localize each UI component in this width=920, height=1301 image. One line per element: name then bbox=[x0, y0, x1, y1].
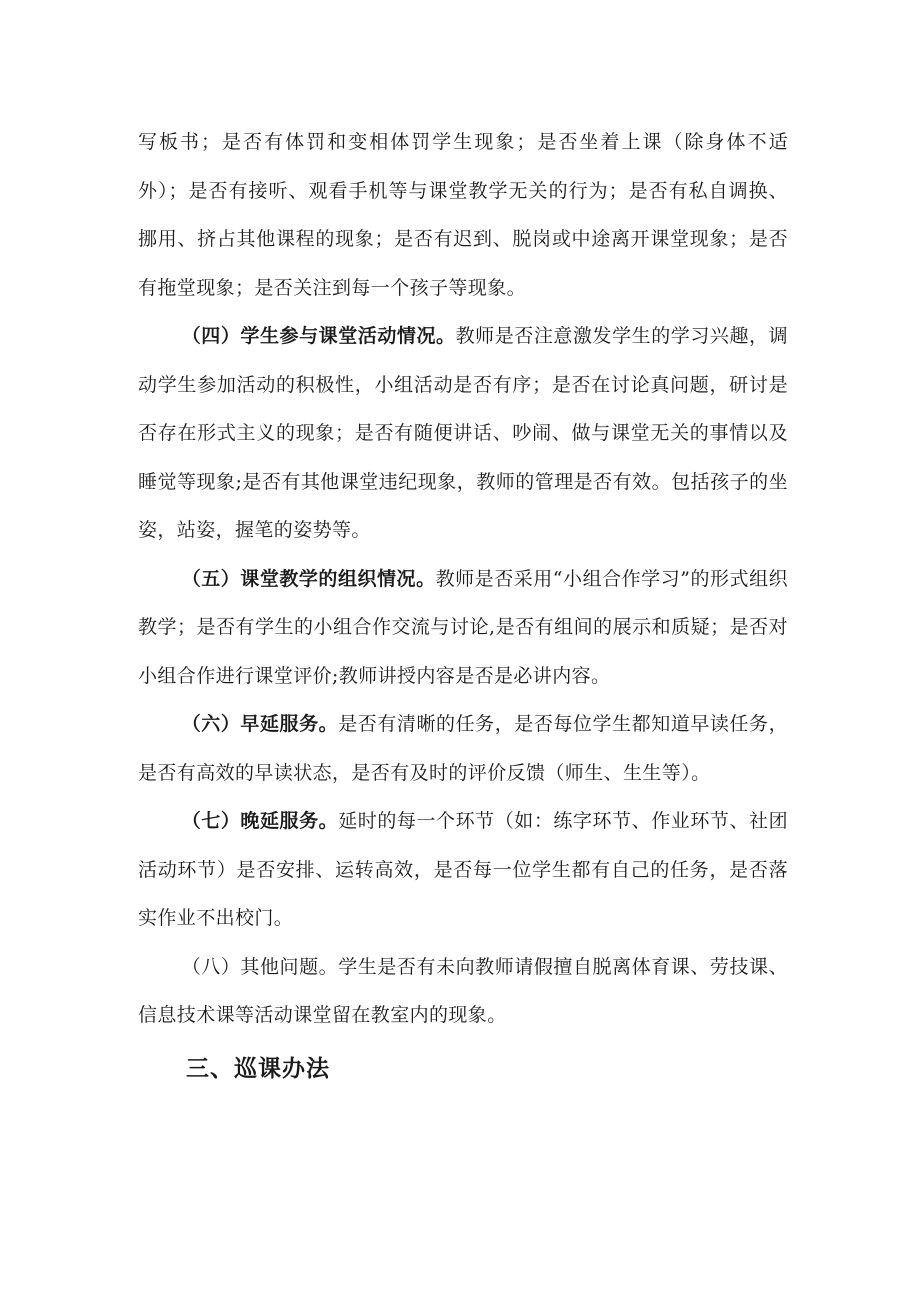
paragraph-text: 教师是否采用“小组合作学习”的形式组织教学；是否有学生的小组合作交流与讨论,是否有组间的展示和质疑；是否对小组合作进行课堂评价;教师讲授内容是否是必讲内容。 bbox=[138, 567, 789, 687]
paragraph-class-organization bbox=[138, 555, 788, 701]
paragraph-text: 是否有清晰的任务，是否每位学生都知道早读任务，是否有高效的早读状态，是否有及时的评价反馈（师生、生生等）。 bbox=[138, 713, 789, 784]
paragraph-lead: （七）晚延服务。 bbox=[181, 810, 339, 832]
paragraph-text: 教师是否注意激发学生的学习兴趣，调动学生参加活动的积极性，小组活动是否有序；是否在讨论真问题，研讨是否存在形式主义的现象；是否有随便讲话、吵闹、做与课堂无关的事情以及睡觉等现象;是否有其他课堂违纪现象，教师的管理是否有效。包括孩子的坐姿，站姿，握笔的姿势等。 bbox=[138, 325, 788, 541]
document-page bbox=[138, 118, 788, 1096]
paragraph-evening-service bbox=[138, 797, 788, 943]
paragraph-text: 写板书；是否有体罚和变相体罚学生现象；是否坐着上课（除身体不适外）；是否有接听、观看手机等与课堂教学无关的行为；是否有私自调换、挪用、挤占其他课程的现象；是否有迟到、脱岗或中途离开课堂现象；是否有拖堂现象；是否关注到每一个孩子等现象。 bbox=[138, 131, 788, 299]
paragraph-continued bbox=[138, 118, 788, 312]
paragraph-morning-service bbox=[138, 700, 788, 797]
paragraph-text: 延时的每一个环节（如：练字环节、作业环节、社团活动环节）是否安排、运转高效，是否每一位学生都有自己的任务，是否落实作业不出校门。 bbox=[138, 810, 789, 929]
section-heading: 三、巡课办法 bbox=[186, 1055, 330, 1082]
paragraph-lead: （四）学生参与课堂活动情况。 bbox=[181, 325, 456, 347]
paragraph-lead: （五）课堂教学的组织情况。 bbox=[181, 567, 436, 590]
paragraph-student-participation bbox=[138, 312, 788, 555]
paragraph-lead: （六）早延服务。 bbox=[181, 713, 339, 735]
paragraph-text: （八）其他问题。学生是否有未向教师请假擅自脱离体育课、劳技课、信息技术课等活动课堂留在教室内的现象。 bbox=[138, 955, 788, 1026]
paragraph-other-issues bbox=[138, 943, 788, 1040]
